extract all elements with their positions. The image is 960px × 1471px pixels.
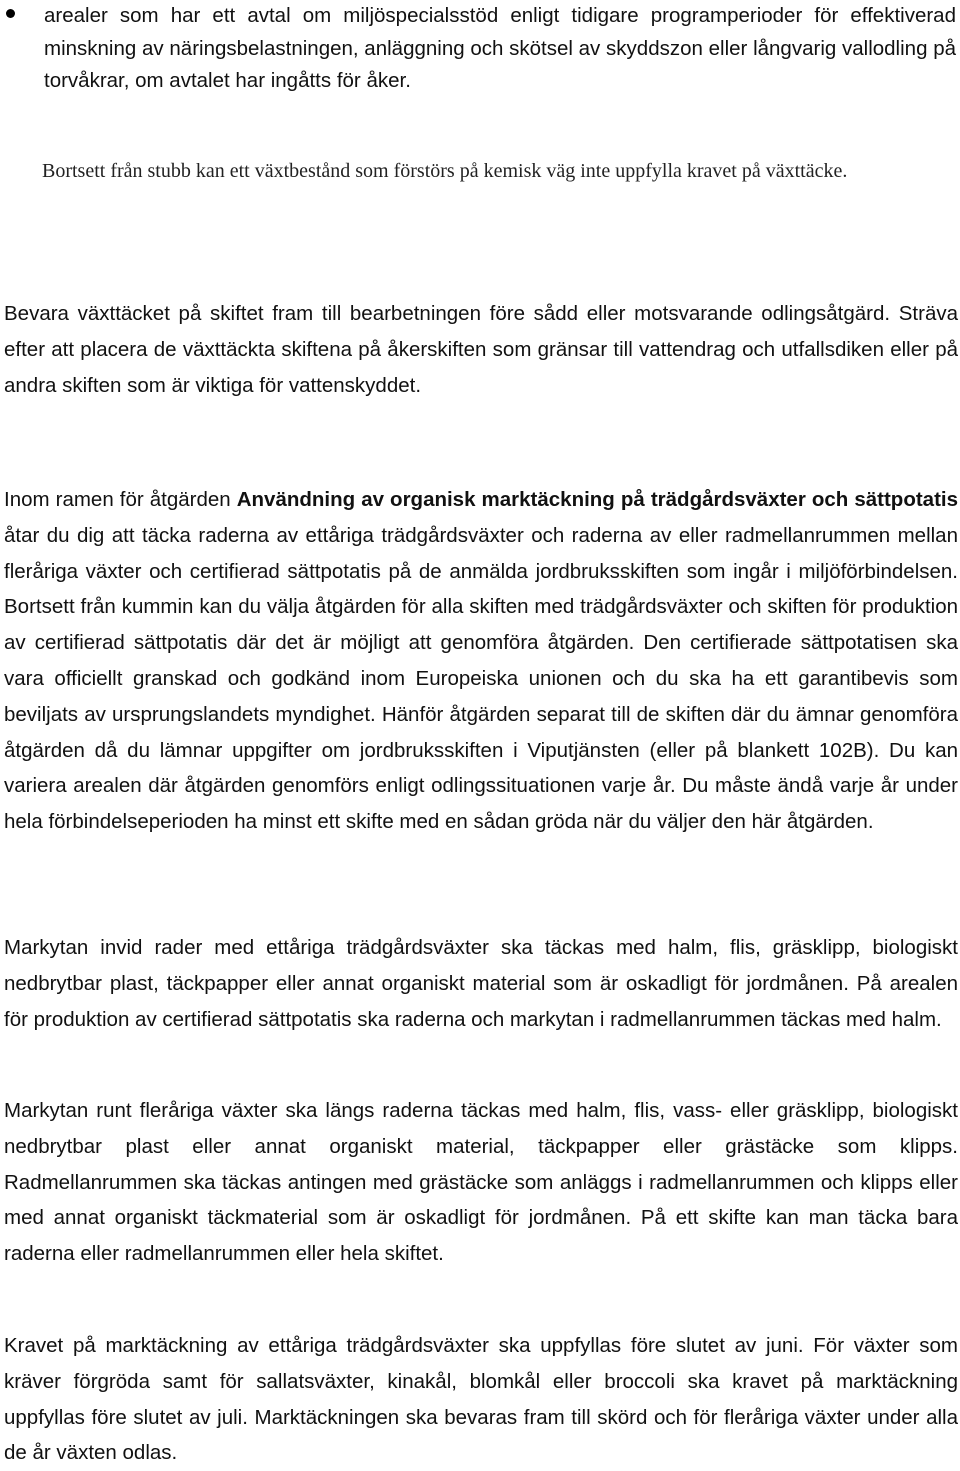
paragraph-annual-crops: Markytan invid rader med ettåriga trädgårdsväxter ska täckas med halm, flis, gräsklipp, biologiskt nedbrytbar plast, täckpapper eller annat organiskt material som är oskadligt för jordmånen. På arealen för produktion av certifierad sättpotatis ska raderna och markytan i radmellanrummen täckas med halm. (4, 936, 958, 1031)
paragraph-body: åtar du dig att täcka raderna av ettåriga trädgårdsväxter och raderna av eller radmellanrummen mellan fleråriga växter och certifierad sättpotatis på de anmälda jordbruksskiften som ingår i miljöförbindelsen. Bortsett från kummin kan du välja åtgärden för alla skiften med trädgårdsväxter och skiften för produktion av certifierad sättpotatis där det är möjligt att genomföra åtgärden. Den certifierade sättpotatisen ska vara officiellt granskad och godkänd inom Europeiska unionen och du ska ha ett garantibevis som beviljats av ursprungslandets myndighet. Hänför åtgärden separat till de skiften där du ämnar genomföra åtgärden då du lämnar uppgifter om jordbruksskiften i Viputjänsten (eller på blankett 102B). Du kan variera arealen där åtgärden genomförs enligt odlingssituationen varje år. Du måste ändå varje år under hela förbindelseperioden ha minst ett skifte med en sådan gröda när du väljer den här åtgärden. (4, 523, 958, 834)
paragraph-deadline: Kravet på marktäckning av ettåriga trädgårdsväxter ska uppfyllas före slutet av juni. För växter som kräver förgröda samt för sallatsväxter, kinakål, blomkål eller broccoli ska kravet på marktäckning uppfyllas före slutet av juli. Marktäckningen ska bevaras fram till skörd och för fleråriga växter under alla de år växten odlas. (4, 1334, 958, 1465)
bullet-icon (6, 9, 15, 18)
serif-note: Bortsett från stubb kan ett växtbestånd som förstörs på kemisk väg inte uppfylla kravet på växttäcke. (42, 160, 848, 182)
paragraph-perennial-crops: Markytan runt fleråriga växter ska längs raderna täckas med halm, flis, vass- eller gräsklipp, biologiskt nedbrytbar plast eller annat organiskt material, täckpapper eller grästäcke som klipps. Radmellanrummen ska täckas antingen med grästäcke som anläggs i radmellanrummen och klipps eller med annat organiskt täckmaterial som är oskadligt för jordmånen. På ett skifte kan man täcka bara raderna eller radmellanrummen eller hela skiftet. (4, 1099, 958, 1266)
paragraph-intro: Inom ramen för åtgärden (4, 488, 237, 511)
measure-name: Användning av organisk marktäckning på trädgårdsväxter och sättpotatis (236, 488, 958, 511)
paragraph-organic-mulching (4, 482, 958, 840)
bullet-list-item: arealer som har ett avtal om miljöspecialsstöd enligt tidigare programperioder för effektiverad minskning av näringsbelastningen, anläggning och skötsel av skyddszon eller långvarig vallodling på torvåkrar, om avtalet har ingåtts för åker. (44, 4, 956, 92)
paragraph-plant-cover: Bevara växttäcket på skiftet fram till bearbetningen före sådd eller motsvarande odlingsåtgärd. Sträva efter att placera de växttäckta skiftena på åkerskiften som gränsar till vattendrag och utfallsdiken eller på andra skiften som är viktiga för vattenskyddet. (4, 302, 958, 397)
